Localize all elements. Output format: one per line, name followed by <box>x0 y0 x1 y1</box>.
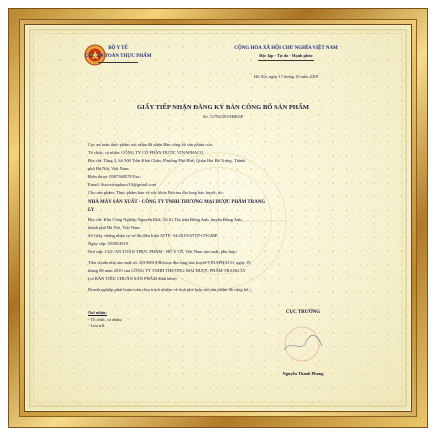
body-line: Cục an toàn thực phẩm xác nhận đã nhận Bản công bố sản phẩm của: <box>88 142 213 147</box>
recipients-block <box>88 310 122 328</box>
certificate-body <box>88 142 378 310</box>
body-line: Cho sản phẩm: Thực phẩm bảo vệ sức khỏe Bricina địa long bảo huyết; do: <box>88 190 224 195</box>
body-line: Điện thoại: 0907368578 Fax: <box>88 174 141 179</box>
ministry-line1: BỘ Y TẾ <box>108 46 128 51</box>
ministry-line2: CỤC AN TOÀN THỰC PHẨM <box>84 54 152 59</box>
document-title: GIẤY TIẾP NHẬN ĐĂNG KÝ BẢN CÔNG BỐ SẢN PHẨM <box>137 104 309 111</box>
official-stamp-icon <box>272 324 332 364</box>
body-line: Tổ chức, cá nhân: CÔNG TY CỔ PHẦN DƯỢC VINAPHACO <box>88 150 204 155</box>
body-line-manufacturer: NHÀ MÁY SẢN XUẤT - CÔNG TY TNHH THƯƠNG MẠI DƯỢC PHẨM TRANG <box>88 200 266 205</box>
document-number: Số: 11792/2019/ĐKSP <box>202 114 244 119</box>
body-line: Nơi cấp: CỤC AN TOÀN THỰC PHẨM - BỘ Y TẾ, Việt Nam sản xuất, phù hợp: <box>88 249 237 254</box>
frame-bevel <box>19 19 417 417</box>
ministry-underline <box>98 62 138 63</box>
body-line: phố Hà Nội, Việt Nam <box>88 166 129 171</box>
recipient-item: - Tổ chức, cá nhân; <box>88 317 122 322</box>
signatory-name: Nguyễn Thanh Phong <box>282 371 324 376</box>
body-line: Tiêu chuẩn nhà sản xuất số: 20190819/Bricina địa long bảo huyết/VINAPHACO, ngày 19 <box>88 260 251 265</box>
certificate-paper <box>26 26 410 410</box>
place-date: Hà Nội, ngày 17 tháng 10 năm 2019 <box>253 74 319 79</box>
signatory-title: CỤC TRƯỞNG <box>285 310 321 315</box>
recipients-heading: Nơi nhận: <box>88 310 107 315</box>
republic-underline <box>258 60 314 61</box>
gold-frame <box>8 8 428 428</box>
body-line: Số Giấy chứng nhận cơ sở đủ điều kiện ATTP: 54/2019/ATTP-CNGMP <box>88 233 218 238</box>
body-line: Ngày cấp: 05/08/2019 <box>88 241 128 246</box>
recipient-item: - Lưu trữ. <box>88 323 106 328</box>
body-line: thành phố Hà Nội, Việt Nam <box>88 225 140 230</box>
body-line: Email: duocvinaphaco19@gmail.com <box>88 182 157 187</box>
frame-lip <box>24 24 412 412</box>
republic-line1: CỘNG HÒA XÃ HỘI CHỦ NGHĨA VIỆT NAM <box>234 46 338 51</box>
republic-line2: Độc lập - Tự do - Hạnh phúc <box>259 53 313 58</box>
body-line: Địa chỉ: Tầng 2, Số 500 Trần Khát Chân, Phường Phố Huế, Quận Hai Bà Trưng, Thành <box>88 158 246 163</box>
body-line: Địa chỉ: Khu Công Nghiệp Nguyên Khê, Tổ 61 Thị trấn Đông Anh, huyện Đông Anh, <box>88 217 243 222</box>
body-line-manufacturer: LY <box>88 208 95 213</box>
body-line: tháng 08 năm 2019 của CÔNG TY TNHH THƯƠNG MẠI DƯỢC PHẨM TRANG LY <box>88 268 246 273</box>
body-line: Doanh nghiệp phải hoàn toàn chịu trách nhiệm về tính phù hợp của sản phẩm đã công bố./. <box>88 287 252 292</box>
body-line: (có BẢN TIÊU CHUẨN SẢN PHẨM đính kèm) <box>88 276 177 281</box>
